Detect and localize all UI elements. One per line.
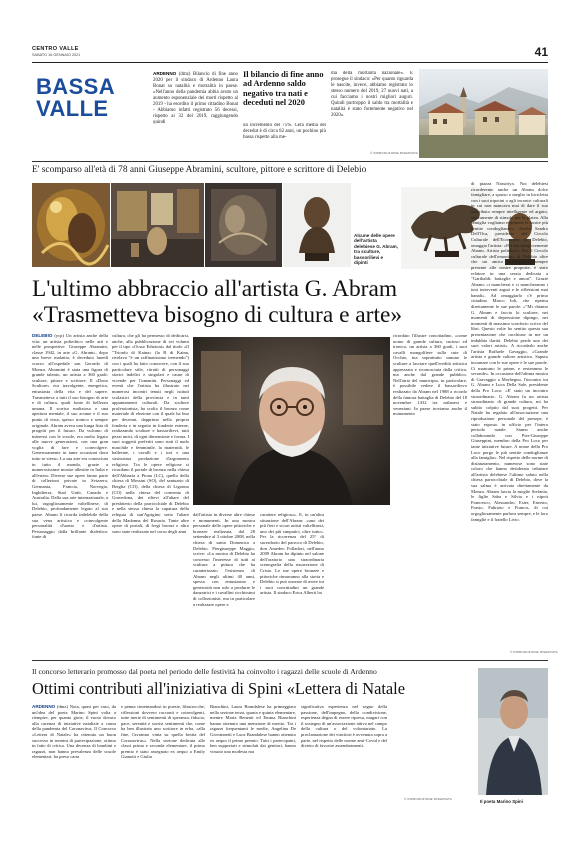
collage-caption: Alcune delle opere dell'artista delebiese G. Abram, tra sculture, bassorilievi e dipinti: [354, 233, 398, 266]
second-story-kicker: Il concorso letterario promosso dal poeta nel periodo delle festività ha coinvolto i ragazzi delle scuole di Ardenno: [32, 667, 377, 676]
masthead: [32, 45, 548, 63]
second-story-credit: © RIPRODUZIONE RISERVATA: [404, 797, 452, 801]
feature-headline: [32, 276, 468, 328]
second-lede-tag: (dmz): [56, 704, 68, 709]
second-story-col-4-text: significativa esperienza nel segno della passione, dell'impegno, della condivisione, esperienza degna di essere ripresa, magari con il sostegno di un'associazione attiva nel campo della cultura o del volontariato. La proclamazione dei vincitori è avvenuta sopra a parte, nel rispetto delle norme anti-Covid e del divieto di favorire assembramenti.: [301, 704, 387, 749]
feature-body-col-1-text: Un artista anche della vita: un artista poliedrico nelle arti e nelle prospettive. Giuseppe Abramini, classe 1942, in arte «G. Abram», dopo una breve malattia, è deceduto lunedì scorso all'ospedale san Gerardo di Monza. Abramini è stata una figura di grande talento, un artista a 360 gradi: scultore, pittore e scrittore. Il «Dono Scultore» era travolgente, energetica, entusiasta della vita e del sapere. Trasmetteva a tutti il suo bisogno di arte e di cultura, quali fonte di bellezza umana. Il sorriso malizioso e una apertura mentale, il suo acume e il suo punto di vista, spesso ironico e sempre originale. Abram aveva una lunga lista di progetti per il futuro. Da vulcano di interessi con le scuole, era molto legato alle nuove generazioni, con una gran voglia di fare e coinvolgere. Generosamente in tante occasioni dava tutto se stesso. La sua arte era conosciuta in tutto il mondo, grazie a numerosissime mostre allestite in Italia e all'estero. Diverse sue opere fanno parte di collezioni private in Svizzera, Germania, Francia, Norvegia, Inghilterra, Stati Uniti, Canada e Australia. Dalla sua arte internazionale, a lui, orgogliosamente valtellinese, di Delebio, profondamente legato al suo paese. Abram lì ricorda indelebile della sua vena artistica e coinvolgente personalità d'uomo e d'artista. Personaggio dalla brillante dialettica: fonte di: [32, 333, 108, 540]
feature-body-col-4: [260, 512, 324, 646]
poet-photo: [478, 668, 548, 795]
painting-photo: [32, 183, 110, 267]
town-photo: [419, 69, 548, 158]
feature-right-column-text: di piazza Nassiriya. Noi delebiesi ricorderemo anche un Abram dolce famigliare, a spasso o meglio in bicicletta con i suoi nipotini o agli incontri culturali in cui non mancava mai di dare il suo contributo sempre intelligente ed arguto, sicuramente di stimolo per la platea. Alla famiglia vogliamo esprimere le nostre più sentite condoglianze». Anche Sandro Dell'Oca, presidente del Circolo Culturale dell'Ecomuseo di Delebio, omaggia l'artista: «Per noi semplicemente Abram. Artista poliedrico. Per il Circolo culturale dell'omonimo di Delebio oltre che un amico affezionato, sempre presente alle nostre proposte, è stato relatore in una serata dedicata a "Garibaldi: battaglie e amori". Grazie Abram: ci mancherai e ci mancheranno i tuoi interventi arguti e le riflessioni mai banali». Ad omaggiarlo c'è primo cittadino Marco Ioli, che ripensa direttamente le sue parole: «"Mi chiamo G. Abram e faccio lo scultore, nei momenti di depressione dipingo, nei momenti di massimo sconforto scrivo del libri. Questo volte ho sentito questa sua presentazione che racchiuse in me un indubbia ilarità. Delebio perde uno dei suoi valori artisti». A ricordarlo anche l'artista Raffaele Gavaggio, «Grande artista e grande cultore artistico. Saputo incarnare con le sue opere e le sue parole. Ci mancano le prime, e resteranno le seconde». In occasione dell'ultima mostra di Gravaggio a Morbegno, l'incontro tra G. Abram e Luca Della Sale, presidente della Pro Loco: «E' stato un incontro straordinario. G. Abram fu un artista straordinario di grande cultura, mi ha subito colpito dal suoi progetti. Per Natale ha regalato all'associazione una riproduzione personale del presepe, è stato esposto in ufficio per l'intero periodo natale. Siamo anche collaborando con Pier-Giuseppe Giuseppini, membro della Pro Loco per tante iniziative future. A nome della Pro Loco porgo le più sentite condoglianze alla famiglia». Nel rispetto delle norme di distanziamento, numerose sono state coloro che hanno desiderato tributare all'artista delebiese l'ultimo saluto nella chiesa parrocchiale di Delebio, dove la sua salma è arrivata direttamente da Monza. Abram lascia la moglie Stefania, le figlie Saba e Silvia e i nipoti Francesco, Alessandro, Ester, Ernesto, Frasto, Fabrizio e Francis, di cui orgogliosamente parlava sempre, e le loro famiglie e il fratello Livio.: [471, 181, 548, 522]
section-rubric: [36, 76, 115, 120]
top-story-col-3-text: dia della mortalità nazionale». E prosegue il sindaco: «Per quanto riguarda le nascite, invece, abbiamo registrato lo stesso numero del 2019, 27 nuovi nati, a cui facciamo i nostri migliori auguri. Quindi purtroppo il saldo tra mortalità e natalità è stato fortemente negativo nel 2020».: [331, 71, 413, 118]
feature-body-col-1: [32, 333, 108, 647]
second-story-col-2-text: e penna cimentandosi in poesie, filastrocche, riflessioni dovvero racconti e coinvolgenti, tutte inerie di sentimenti di speranza, fiducia, pace, serenità e sorrisi sentimenti che, come ha ben illustrato uno scrittore in erba, «alla fine, l'avranno vinta su quella bestia del Coronavirus». Nella sezione dedicata alle classi prima e seconda elementare, il primo premio è stato assegnato ex aequo a Emily Gianotti e Giulia: [121, 704, 205, 760]
feature-body-col-3: [193, 512, 255, 646]
issue-date: SABATO 16 GENNAIO 2021: [32, 53, 81, 57]
top-story-col-1-text: Bilancio di fine anno 2020 per il sindaco di Ardenno Laura Bonat su natalità e mortalità in paese. «Nell'anno della pandemia abbia avuto un aumento esponenziale dei morti rispetto al 2019 - ha esordito il primo cittadino Bonat - Abbiamo infatti registrato 56 decessi, rispetto ai 32 del 2019, raggiungendo quindi: [153, 72, 238, 125]
section-name: CENTRO VALLE: [32, 46, 79, 52]
second-story-headline: Ottimi contributi all'iniziativa di Spini «Lettera di Natale: [32, 679, 406, 698]
feature-lede-place: DELEBIO: [32, 333, 53, 338]
rubric-line-2: VALLE: [36, 96, 109, 121]
sculpture-bust-photo: [283, 183, 351, 267]
feature-lede-tag: (ycp): [54, 333, 65, 338]
poet-photo-caption: Il poeta Marino Spini: [480, 799, 523, 804]
painting-dark-photo: [205, 183, 282, 267]
second-story-col-3-text: Bianchini, Laura Brandalese ha primeggiato nella sezione terza, quarta e quinta elementare, mentre Maria Benenti ed Emma Bianchini hanno ottenuto una menzione di merito. Tra i ragazzi frequentanti le medie, Angelina De Giovannetti e Luca Brandalese hanno ottenuto ex aequo il primo premio. Tutti i partecipanti, ben supportati e stimolati dai genitori, hanno vissuto una modesta ma: [210, 704, 296, 754]
feature-body-col-3-text: dall'artista in diverse altre chiese e monumenti. In una mostra personale delle opere pittoriche e bronzee realizzata, dal 28 settembre al 3 ottobre 2008, nella chiesa di santa Domenica a Delebio. Piergiuseppe Maggio, scrive: «La mostra di Delebio ha concesso l'interesse di tutti ai scultura a pittura che ha caratterizzato l'esistenza di Abram negli ultimi 40 anni, spesso con entusiasmo e generosità non solo a produrre le danzatrici e i cavallini ricchissimi di collezionisti, ma in particolare a realizzare opere a: [193, 512, 255, 607]
masthead-rule: [32, 62, 548, 63]
top-story-pullquote: Il bilancio di fine anno ad Ardenno saldo negativo tra nati e deceduti nel 2020: [243, 70, 324, 108]
feature-body-col-5-text: ricordato l'illustre concittadino, «come uomo di grande cultura, curioso ed ironico, un artista a 360 gradi, i suoi cavalli mongolfiere sulla cute di Occhio, ma soprattutto sanuno le sculture a lasciare quell'eredità artistica apprezzata e riconosciuta dalla critica, ma anche dal grande pubblico. Nell'atrio del municipio, in particolare, è possibile vedere il bassorilievo realizzato da Abram nel 1988 a ricordo della famosa battaglia di Delebio del 18 novembre 1432 tra milanesi e veneziani. In paese troviamo anche il monumento: [393, 333, 467, 417]
top-story-rule: [32, 161, 548, 162]
feature-headline-line-1: L'ultimo abbraccio all'artista G. Abram: [32, 276, 398, 302]
second-story-col-3: [210, 704, 296, 796]
top-story-col-2: [243, 123, 326, 157]
second-story-col-2: [121, 704, 205, 796]
second-story-col-4: [301, 704, 387, 796]
top-story-col-1: [153, 71, 238, 157]
feature-headline-line-2: «Trasmetteva bisogno di cultura e arte»: [32, 302, 403, 328]
studio-photo: [111, 183, 204, 267]
top-story-col-3: [331, 71, 413, 151]
feature-credit: © RIPRODUZIONE RISERVATA: [510, 650, 558, 654]
second-story-col-1-text: Nota, quasi per caso, da un'idea del poeta Marino Spini volta a riempire, per quanto gioie, il vuoto dovuto alla carenza di iniziative natalizie a causa della pandemia del Coronavirus. Il Concorso «Lettera di Natale» ha ottenuto un buon successo in termini di partecipazione, ottimo in fatto di critica. Una decenza di bambini e ragazzi, non hanno prevalenza delle scuole elementari, ha preso carta: [32, 704, 116, 760]
lede-tag: (dmz): [178, 72, 191, 77]
second-story-col-1: [32, 704, 116, 796]
artist-portrait-photo: [193, 337, 390, 505]
lede-place: ARDENNO: [153, 71, 177, 76]
page-number: 41: [534, 45, 548, 59]
feature-right-column: [471, 181, 548, 741]
top-story-credit: © RIPRODUZIONE RISERVATA: [370, 151, 418, 155]
feature-body-col-2-text: cultura, che gli ha permesso di dedicarsi, anche, alla pubblicazione di sei volumi per il tipo «Ocsur Edizioni» dal titolo «Il "Trionfo di Kaina» (la R di Kaina, rivelava "è un raffinatissimo tremendo") con i quali ha fatto conoscere, con il suo particolare stile, ritratti di personaggi storici indelici e singolari e cause di vicende per l'umanità. Personaggi ed eventi che l'artista ha illustrato nei numerosi incontri tenuti negli istituti scolastici della provincia e in tanti appuntamenti culturali. Da scultore professionista, ha scolto il bronzo come materiale di elezione con il quale ha buo per decenni, dapprima nella propria fonderia e in seguito in fonderie esterne, realizzando sculture e bassorilievi, tutti pezzi unici, di ogni dimensione e forma. I suoi soggetti preferiti sono stati il nudo maschile e femminile, la maternità, le ballerine, i cavalli e i tori e una vastissima produzione d'argomento religioso. Tra le opere religiose si ricordano il portale di bronzo nella chiesa dell'Abbazia a Piona (LC), quello della chiesa di Mossini (SO), del santuario di Berglia (CO), della chiesa di Ligonno (CO) nella chiesa del convento di Gravedona, dei rilievi all'altare del presbiterio della parrocchiale di Delebio e nella stessa chiesa la cupatura della reliquia di san'Agrigino sotto l'altare della Madonna del Rosario. Tante altre opere di portali, di fregi bronzi e altro sono state realizzate nel corso degli anni: [112, 333, 189, 534]
rubric-line-1: BASSA: [36, 74, 116, 99]
feature-bottom-rule: [32, 660, 548, 661]
feature-body-col-2: [112, 333, 189, 647]
feature-body-col-5: [393, 333, 467, 647]
feature-body-col-4-text: carattere religioso». E, in un'altra situazione dell'Abram: «uno dei più fieri e sicuri artisti valtellinesi, uno dei più simpatici, oltre tutto». Per la ricorrenza del 25° di sacerdozio del parroco di Delebio, don Amedeo Folladori, nell'anno 2009 Abram ha dipinto nel salone dell'oratorio una straordinaria scenografia della risurrezione di Cristo. Le sue opere bronzee e pittoriche rimarranno alla storia e Delebio si può onorare di avere tra i suoi concittadini un grande artista. Il sindaco Erica Alberti ha: [260, 512, 324, 596]
feature-kicker: E' scomparso all'età di 78 anni Giuseppe Abramini, scultore, pittore e scrittore di Delebio: [32, 165, 367, 175]
second-lede-place: ARDENNO: [32, 704, 56, 709]
top-story-col-2-text: un incremento del 75%. Cera media dei decedut è di circa 82 anni, un pochino più bassa rispetto alla me-: [243, 123, 326, 140]
